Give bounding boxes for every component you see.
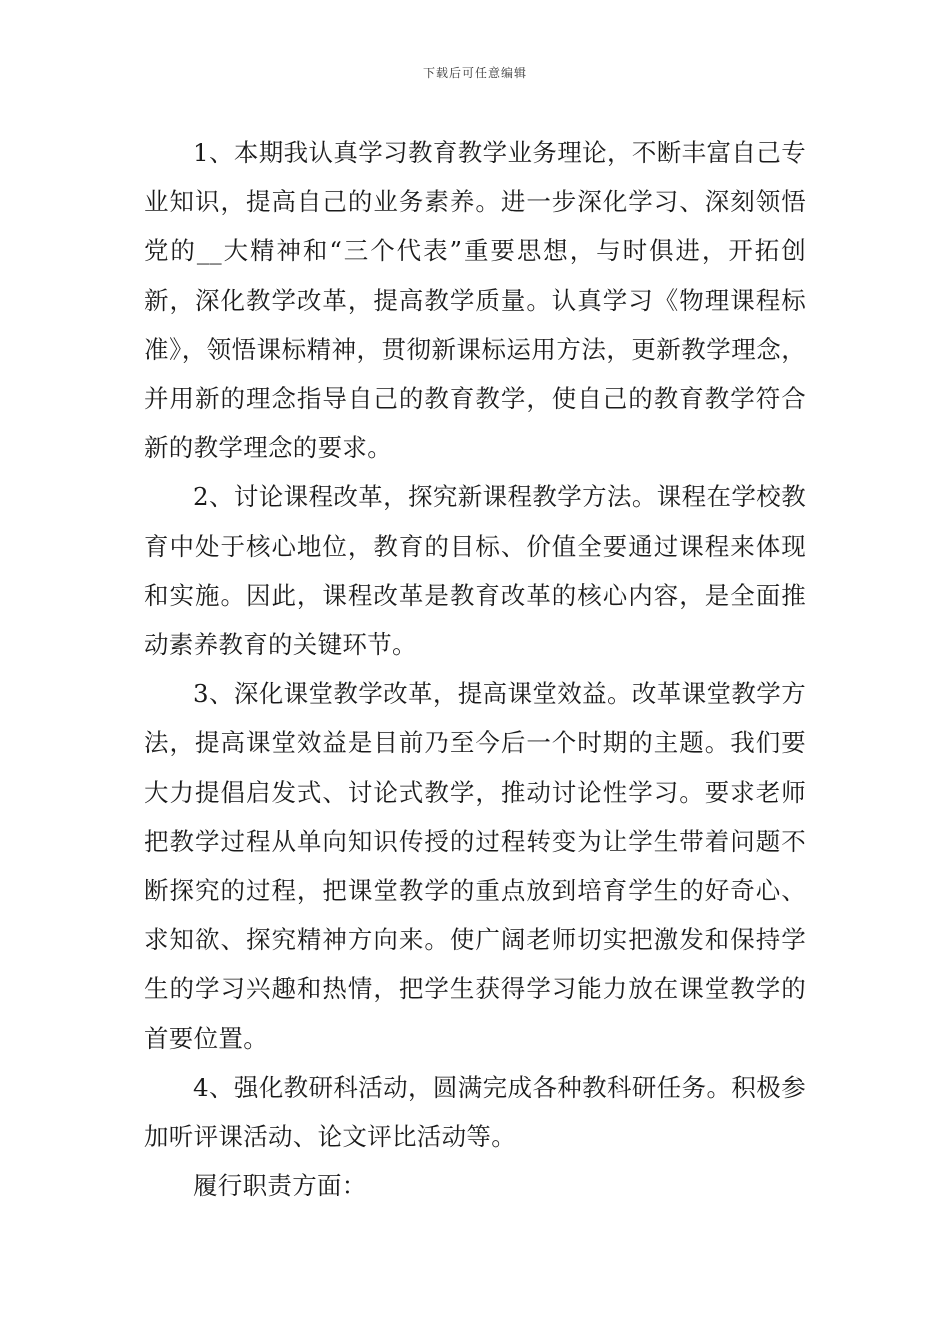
paragraph-1: 1、本期我认真学习教育教学业务理论，不断丰富自己专业知识，提高自己的业务素养。进一步深化学习、深刻领悟党的__大精神和“三个代表”重要思想，与时俱进，开拓创新，深化教学改革，提高教学质量。认真学习《物理课程标准》，领悟课标精神，贯彻新课标运用方法，更新教学理念，并用新的理念指导自己的教育教学，使自己的教育教学符合新的教学理念的要求。: [144, 138, 806, 463]
page-header: 下载后可任意编辑: [422, 66, 527, 80]
paragraph-3: 3、深化课堂教学改革，提高课堂效益。改革课堂教学方法，提高课堂效益是目前乃至今后一个时期的主题。我们要大力提倡启发式、讨论式教学，推动讨论性学习。要求老师把教学过程从单向知识传授的过程转变为让学生带着问题不断探究的过程，把课堂教学的重点放到培育学生的好奇心、求知欲、探究精神方向来。使广阔老师切实把激发和保持学生的学习兴趣和热情，把学生获得学习能力放在课堂教学的首要位置。: [144, 679, 806, 1053]
paragraph-4: 4、强化教研科活动，圆满完成各种教科研任务。积极参加听评课活动、论文评比活动等。: [144, 1072, 806, 1152]
document-body: [144, 128, 806, 1210]
paragraph-2: 2、讨论课程改革，探究新课程教学方法。课程在学校教育中处于核心地位，教育的目标、价值全要通过课程来体现和实施。因此，课程改革是教育改革的核心内容，是全面推动素养教育的关键环节。: [144, 482, 806, 660]
section-heading-duties: 履行职责方面：: [193, 1171, 367, 1201]
